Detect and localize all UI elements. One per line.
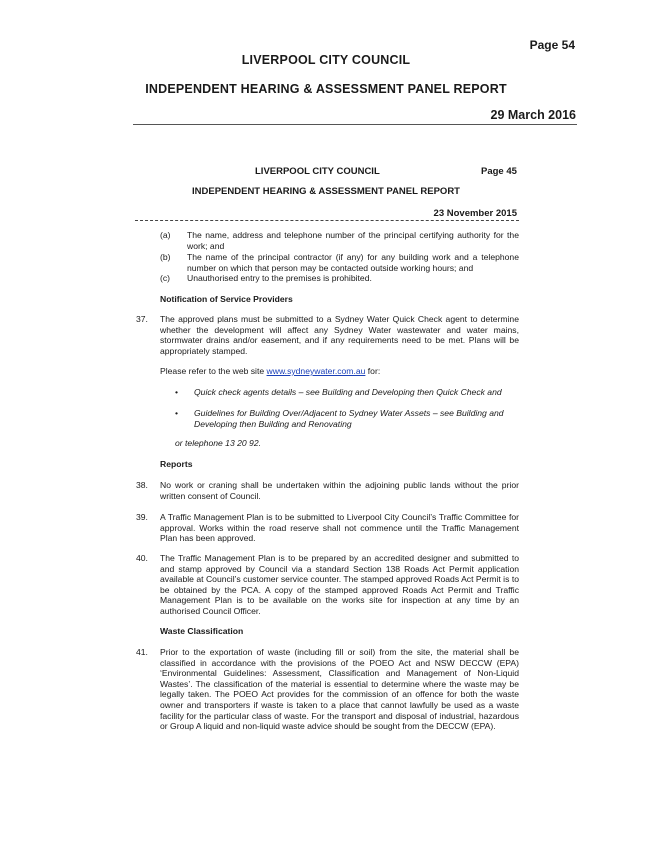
inner-report-date: 23 November 2015 <box>433 208 517 219</box>
phone-line: or telephone 13 20 92. <box>175 438 262 448</box>
condition-text: No work or craning shall be undertaken within the adjoining public lands without the prior written consent of Council. <box>160 480 519 501</box>
refer-line <box>160 366 519 377</box>
condition-text: The approved plans must be submitted to a Sydney Water Quick Check agent to determine whether the development will affect any Sydney Water wastewater and water mains, stormwater drains and/or easement, and if any requirements need to be met. Plans will be appropriately stamped. <box>160 314 519 356</box>
sub-item-text: Unauthorised entry to the premises is prohibited. <box>187 273 372 283</box>
page-number: Page 54 <box>529 38 575 52</box>
condition-text: The Traffic Management Plan is to be prepared by an accredited designer and submitted to and stamp approved by Council via a standard Section 138 Roads Act Permit application available at Council’s customer service counter. The stamped approved Roads Act Permit is to be obtained by the PCA. A copy of the stamped approved Roads Act Permit and Traffic Management Plan is to be available on the works site for inspection at any time by an authorised Council Officer. <box>160 553 519 616</box>
condition-number: 41. <box>136 647 148 657</box>
condition-number: 37. <box>136 314 148 324</box>
condition-number: 39. <box>136 512 148 522</box>
section-heading: Waste Classification <box>160 626 244 636</box>
report-date: 29 March 2016 <box>490 108 576 122</box>
refer-prefix: Please refer to the web site <box>160 366 265 376</box>
section-heading: Notification of Service Providers <box>160 294 293 304</box>
sub-item-text: The name of the principal contractor (if any) for any building work and a telephone number on which that person may be contacted outside working hours; and <box>187 252 519 273</box>
refer-suffix: for: <box>367 366 381 376</box>
section-heading: Reports <box>160 459 193 469</box>
condition-text: Prior to the exportation of waste (including fill or soil) from the site, the material shall be classified in accordance with the provisions of the POEO Act and NSW DECCW (EPA) ‘Environmental Guidelines: Assessment, Classification and Management of Non-Liquid Wastes’. The classification of the material is essential to determine where the waste may be legally taken. The POEO Act provides for the commission of an offence for both the waste owner and transporters if waste is taken to a place that cannot lawfully be used as a waste facility for the particular class of waste. For the transport and disposal of industrial, hazardous or Group A liquid and non-liquid waste advice should be sought from the DECCW (EPA). <box>160 647 519 732</box>
inner-report-title: INDEPENDENT HEARING & ASSESSMENT PANEL REPORT <box>192 186 460 197</box>
condition-number: 38. <box>136 480 148 490</box>
bullet-icon: • <box>175 408 179 418</box>
header-divider <box>133 124 577 125</box>
bullet-item: Guidelines for Building Over/Adjacent to Sydney Water Assets – see Building and Developing then Building and Renovating <box>194 408 504 429</box>
sub-item-label: (c) <box>160 273 171 283</box>
bullet-item: Quick check agents details – see Building and Developing then Quick Check and <box>194 387 502 397</box>
sub-item-label: (a) <box>160 230 171 240</box>
report-title: INDEPENDENT HEARING & ASSESSMENT PANEL REPORT <box>145 82 507 96</box>
condition-text: A Traffic Management Plan is to be submitted to Liverpool City Council’s Traffic Committee for approval. Works within the road reserve shall not commence until the Traffic Management Plan has been approved. <box>160 512 519 544</box>
sub-item-text: The name, address and telephone number of the principal certifying authority for the work; and <box>187 230 519 251</box>
inner-header-divider <box>135 220 519 221</box>
inner-page-number: Page 45 <box>481 166 517 177</box>
council-name: LIVERPOOL CITY COUNCIL <box>241 53 411 67</box>
inner-council-name: LIVERPOOL CITY COUNCIL <box>255 166 380 177</box>
sub-item-label: (b) <box>160 252 171 262</box>
sydney-water-link[interactable]: www.sydneywater.com.au <box>266 366 366 376</box>
bullet-icon: • <box>175 387 179 397</box>
condition-number: 40. <box>136 553 148 563</box>
